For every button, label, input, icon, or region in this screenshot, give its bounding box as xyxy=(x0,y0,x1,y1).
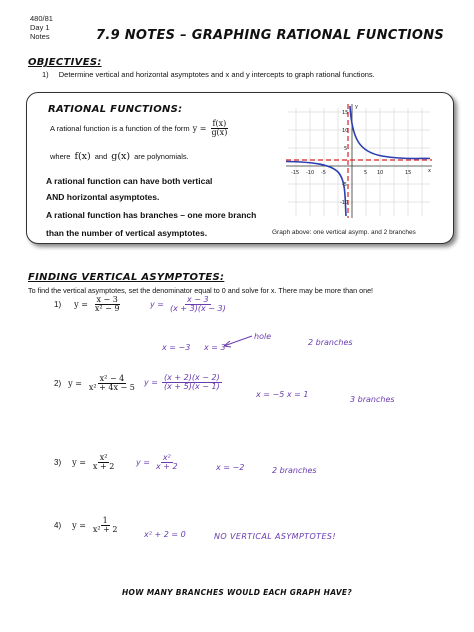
bold-line-3: A rational function has branches – one more branch xyxy=(46,210,257,220)
work-2-solution: x = −5 x = 1 xyxy=(256,390,309,399)
work-3 xyxy=(136,454,180,472)
where-post: are polynomials. xyxy=(134,152,189,161)
x-tick: 10 xyxy=(377,170,384,176)
work-3-branches: 2 branches xyxy=(272,466,317,475)
definition-numerator: f(x) xyxy=(212,119,227,128)
problem-number: 2) xyxy=(54,379,62,389)
vertical-heading: FINDING VERTICAL ASYMPTOTES: xyxy=(28,272,225,283)
x-tick: 5 xyxy=(364,170,368,176)
problem-y: y = xyxy=(74,300,88,310)
problem-denominator: x² + 2 xyxy=(92,525,118,535)
x-tick: -10 xyxy=(306,170,315,176)
bold-line-2: AND horizontal asymptotes. xyxy=(46,192,160,202)
objective-item xyxy=(42,70,375,79)
where-line xyxy=(50,151,189,162)
work-2 xyxy=(144,374,222,392)
y-tick: -5 xyxy=(342,182,347,188)
card-heading: RATIONAL FUNCTIONS: xyxy=(48,104,183,115)
work-1-hole: hole xyxy=(254,332,272,341)
graph-caption: Graph above: one vertical asymp. and 2 branches xyxy=(272,229,416,236)
definition-text: A rational function is a function of the form xyxy=(50,124,190,134)
x-tick: -15 xyxy=(291,170,300,176)
work-y: y = xyxy=(144,378,158,388)
page-title: 7.9 NOTES – GRAPHING RATIONAL FUNCTIONS xyxy=(96,28,445,43)
work-y: y = xyxy=(150,300,164,310)
where-pre: where xyxy=(50,152,71,161)
problem-y: y = xyxy=(72,521,86,531)
problem-numerator: 1 xyxy=(102,516,108,525)
definition-denominator: g(x) xyxy=(211,128,228,138)
work-numerator: x² xyxy=(162,453,171,462)
work-fraction xyxy=(154,454,180,472)
y-tick: -10 xyxy=(340,200,349,206)
work-1-solution-b: x = 3 xyxy=(204,343,226,352)
work-1 xyxy=(150,296,228,314)
objective-text: Determine vertical and horizontal asymptotes and x and y intercepts to graph rational functions. xyxy=(58,70,375,79)
problem-denominator: x + 2 xyxy=(92,462,115,472)
problem-number: 3) xyxy=(54,458,62,468)
where-f: f(x) xyxy=(74,151,91,162)
bold-line-4: than the number of vertical asymptotes. xyxy=(46,228,208,238)
problem-number: 1) xyxy=(54,300,62,310)
problem-denominator: x² − 9 xyxy=(94,304,120,314)
problem-denominator: x² + 4x − 5 xyxy=(88,383,135,393)
header-meta xyxy=(30,14,53,41)
problem-fraction xyxy=(93,296,122,314)
objective-number: 1) xyxy=(42,70,49,79)
page-number: 480/81 xyxy=(30,14,53,23)
y-tick: 5 xyxy=(344,146,348,152)
work-denominator: x + 2 xyxy=(155,462,178,472)
work-1-solution-a: x = −3 xyxy=(162,343,191,352)
problem-fraction xyxy=(87,375,137,393)
problem-2 xyxy=(54,375,137,393)
work-denominator: (x + 5)(x − 1) xyxy=(163,382,220,392)
footer-question: HOW MANY BRANCHES WOULD EACH GRAPH HAVE? xyxy=(121,588,353,597)
problem-numerator: x² xyxy=(99,453,108,462)
day-label: Day 1 xyxy=(30,23,50,32)
problem-fraction xyxy=(91,454,116,472)
x-tick: 15 xyxy=(405,170,412,176)
work-4-note: NO VERTICAL ASYMPTOTES! xyxy=(214,532,336,541)
problem-numerator: x² − 4 xyxy=(99,374,125,383)
problem-fraction xyxy=(91,517,120,535)
y-axis-label: y xyxy=(355,104,358,110)
problem-y: y = xyxy=(72,458,86,468)
objectives-heading: OBJECTIVES: xyxy=(28,57,102,68)
definition-y: y = xyxy=(192,124,207,134)
problem-1 xyxy=(54,296,122,314)
work-fraction xyxy=(162,374,222,392)
work-3-solution: x = −2 xyxy=(216,463,245,472)
definition-line xyxy=(50,120,229,138)
work-numerator: (x + 2)(x − 2) xyxy=(163,373,220,382)
problem-number: 4) xyxy=(54,521,62,531)
right-branch xyxy=(350,106,430,159)
problem-y: y = xyxy=(68,379,82,389)
problem-4 xyxy=(54,517,120,535)
problem-3 xyxy=(54,454,116,472)
work-fraction xyxy=(168,296,228,314)
rational-function-graph xyxy=(282,100,442,224)
y-tick: 15 xyxy=(342,110,349,116)
x-axis-label: x xyxy=(428,168,431,174)
work-1-branches: 2 branches xyxy=(308,338,353,347)
work-4-equation: x² + 2 = 0 xyxy=(144,530,186,539)
y-tick: 10 xyxy=(342,128,349,134)
x-tick: -5 xyxy=(321,170,326,176)
card-bold-block xyxy=(46,175,256,240)
notes-label: Notes xyxy=(30,32,50,41)
where-g: g(x) xyxy=(111,151,131,162)
where-and: and xyxy=(94,152,108,161)
problem-numerator: x − 3 xyxy=(96,295,118,304)
work-y: y = xyxy=(136,458,150,468)
bold-line-1: A rational function can have both vertical xyxy=(46,176,213,186)
work-2-branches: 3 branches xyxy=(350,395,395,404)
definition-fraction xyxy=(209,120,229,138)
work-numerator: x − 3 xyxy=(187,295,209,304)
work-denominator: (x + 3)(x − 3) xyxy=(169,304,226,314)
vertical-instructions: To find the vertical asymptotes, set the denominator equal to 0 and solve for x. There may be more than one! xyxy=(28,286,374,295)
graph-tick-labels xyxy=(291,104,431,206)
